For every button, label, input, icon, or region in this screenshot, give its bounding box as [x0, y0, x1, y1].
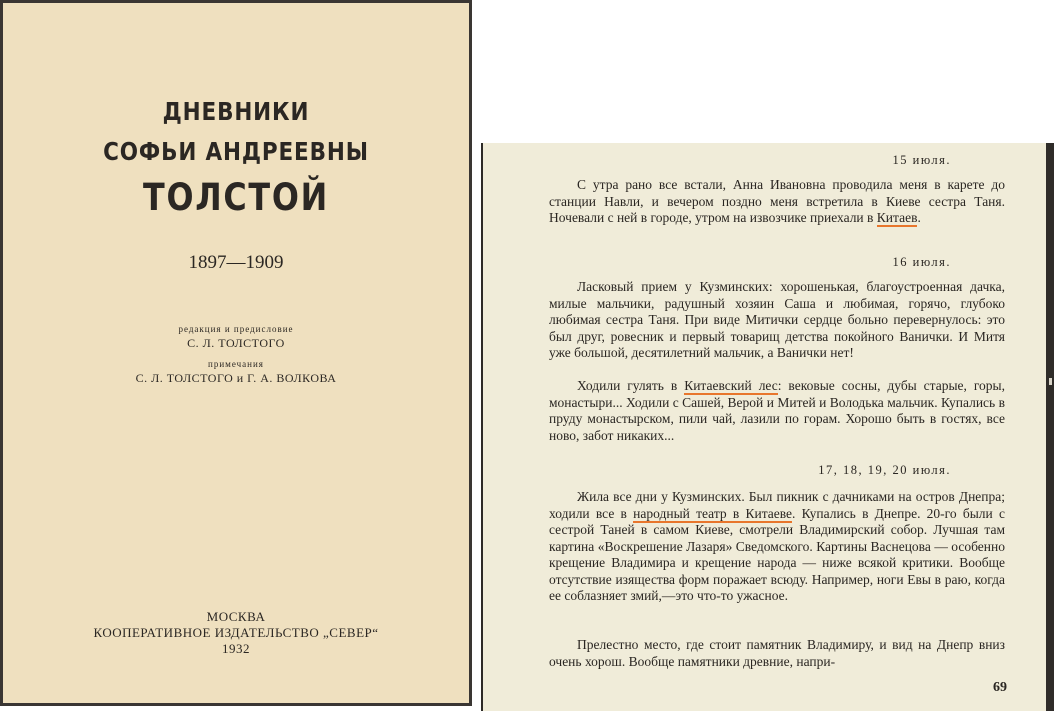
diary-paragraph	[549, 489, 1005, 605]
highlighted-place: Китаевский лес	[684, 378, 778, 393]
notes-label: примечания	[208, 359, 264, 369]
paragraph-text: Ходили гулять в	[577, 378, 685, 393]
page-number: 69	[993, 680, 1007, 695]
editor-label: редакция и предисловие	[178, 324, 294, 334]
city: МОСКВА	[206, 609, 266, 624]
title-line-2: СОФЬИ АНДРЕЕВНЫ	[103, 137, 369, 166]
years: 1897—1909	[188, 252, 284, 273]
text-page	[481, 143, 1047, 711]
page-edge	[1046, 143, 1054, 711]
paragraph-text: . Купались в Днепре. 20-го были с сестрой Таней в самом Киеве, смотрели Владимирский собор. Лучшая там картина «Воскрешение Лазаря» Сведомского. Картины Васнецова — особенно крещение Владимира и крещение народа — ниже всякой критики. Вообще отсутствие изящества форм поражает всюду. Например, ноги Евы в раю, когда ее соблазняет змий,—это что-то ужасное.	[549, 505, 1005, 603]
paragraph-text: .	[917, 210, 921, 225]
paragraph-text: С утра рано все встали, Анна Ивановна проводила меня в карете до станции Навли, и вечером поздно меня встретила в Киеве сестра Таня. Ночевали с ней в городе, утром на извозчике приехали в	[549, 177, 1005, 225]
highlighted-place: Китаев	[876, 210, 918, 225]
diary-paragraph: Ласковый прием у Кузминских: хорошенькая, благоустроенная дачка, милые мальчики, радушный хозяин Саша и любимая, горячо, глубоко любимая сестра Таня. При виде Митички сердце больно перевернулось: это был друг, ровесник и первый товарищ детства покойного Ванички. И Митя уже большой, десятилетний мальчик, а Ванички нет!	[549, 279, 1005, 360]
diary-date: 17, 18, 19, 20 июля.	[818, 463, 951, 477]
notes-names: С. Л. ТОЛСТОГО и Г. А. ВОЛКОВА	[135, 371, 337, 385]
title-line-1: ДНЕВНИКИ	[162, 97, 310, 126]
page-edge-mark	[1049, 378, 1052, 385]
title-page	[0, 0, 472, 706]
diary-paragraph	[549, 378, 1005, 444]
publisher: КООПЕРАТИВНОЕ ИЗДАТЕЛЬСТВО „СЕВЕР“	[93, 625, 379, 640]
diary-date: 16 июля.	[892, 255, 951, 269]
diary-paragraph	[549, 177, 1005, 227]
paragraph-text: : вековые сосны, дубы старые, горы, монастыри... Ходили с Сашей, Верой и Митей и Володька мальчик. Купались в пруду монастырском, пили чай, лазили по горам. Хорошо быть в гостях, все ново, забот никаких...	[549, 378, 1005, 443]
highlighted-place: народный театр в Китаеве	[633, 505, 793, 521]
editor-name: С. Л. ТОЛСТОГО	[187, 336, 285, 350]
diary-date: 15 июля.	[892, 153, 951, 167]
diary-paragraph: Прелестно место, где стоит памятник Владимиру, и вид на Днепр вниз очень хорош. Вообще памятники древние, напри-	[549, 637, 1005, 669]
title-line-3: ТОЛСТОЙ	[143, 176, 329, 219]
publication-year: 1932	[222, 641, 250, 656]
paragraph-text: Жила все дни у Кузминских. Был пикник с дачниками на остров Днепра; ходили все в	[549, 489, 1005, 521]
